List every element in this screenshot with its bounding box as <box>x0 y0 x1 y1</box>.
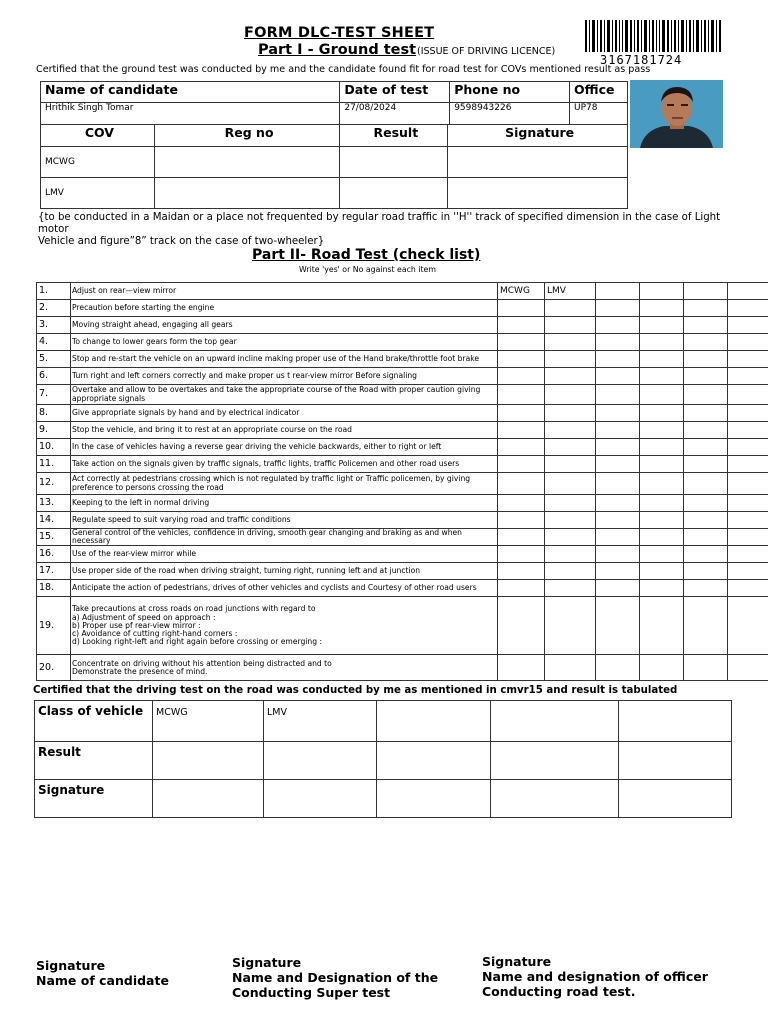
checklist-row <box>37 300 768 317</box>
checklist-row <box>37 351 768 368</box>
barcode-number: 3167181724 <box>600 53 683 67</box>
checklist-answer-cell <box>684 385 728 405</box>
checklist-answer-cell <box>596 439 640 456</box>
checklist-item-text: Act correctly at pedestrians crossing which is not regulated by traffic light or Traffic policemen, by giving preference to persons crossing the road <box>71 473 498 495</box>
checklist-answer-cell <box>545 597 596 655</box>
checklist-answer-cell <box>728 368 768 385</box>
empty-cell <box>619 742 732 780</box>
checklist-answer-cell <box>640 655 684 681</box>
checklist-answer-cell <box>596 405 640 422</box>
checklist-item-text: Keeping to the left in normal driving <box>71 495 498 512</box>
checklist-answer-cell <box>640 334 684 351</box>
checklist-answer-cell <box>498 351 545 368</box>
checklist-answer-cell <box>684 456 728 473</box>
checklist-answer-cell <box>728 473 768 495</box>
checklist-answer-cell <box>545 405 596 422</box>
checklist-answer-cell <box>545 512 596 529</box>
result-cell <box>340 178 448 209</box>
checklist-row <box>37 368 768 385</box>
checklist-answer-cell <box>596 300 640 317</box>
checklist-answer-cell <box>498 473 545 495</box>
empty-cell <box>377 780 491 818</box>
checklist-answer-cell <box>640 597 684 655</box>
checklist-answer-cell <box>728 385 768 405</box>
checklist-answer-cell <box>684 529 728 546</box>
empty-cell <box>153 742 264 780</box>
checklist-answer-cell <box>545 529 596 546</box>
ground-test-table <box>40 124 628 209</box>
checklist-item-number: 16. <box>37 546 71 563</box>
checklist-answer-cell <box>684 473 728 495</box>
checklist-answer-cell <box>684 405 728 422</box>
checklist-item-number: 12. <box>37 473 71 495</box>
checklist-answer-cell <box>640 300 684 317</box>
checklist-answer-cell <box>498 580 545 597</box>
checklist-row <box>37 405 768 422</box>
empty-cell <box>491 701 619 742</box>
road-test-checklist <box>36 282 768 681</box>
checklist-item-text: Take precautions at cross roads on road junctions with regard to a) Adjustment of speed on approach : b) Proper use pf rear-view mirror : c) Avoidance of cutting right-hand corners : d) Looking right-left and right again before crossing or emerging : <box>71 597 498 655</box>
checklist-answer-cell <box>596 317 640 334</box>
checklist-item-number: 1. <box>37 283 71 300</box>
office-code: UP78 <box>570 103 628 125</box>
checklist-answer-cell <box>684 495 728 512</box>
checklist-answer-cell <box>728 580 768 597</box>
checklist-row <box>37 456 768 473</box>
class-of-vehicle-label: Class of vehicle <box>35 701 153 742</box>
checklist-item-number: 20. <box>37 655 71 681</box>
cov-mcwg: MCWG <box>41 147 155 178</box>
checklist-answer-cell <box>640 529 684 546</box>
checklist-item-text: General control of the vehicles, confidence in driving, smooth gear changing and braking as and when necessary <box>71 529 498 546</box>
part2-instruction: Write 'yes' or No against each item <box>299 265 436 274</box>
regno-cell <box>154 147 340 178</box>
empty-cell <box>619 701 732 742</box>
checklist-item-text: Adjust on rear—view mirror <box>71 283 498 300</box>
checklist-item-number: 17. <box>37 563 71 580</box>
checklist-answer-cell <box>498 563 545 580</box>
part1-title: Part I - Ground test <box>258 42 417 58</box>
checklist-answer-cell <box>596 473 640 495</box>
empty-cell <box>491 742 619 780</box>
candidate-table <box>40 81 628 125</box>
checklist-answer-cell <box>640 351 684 368</box>
phone-header: Phone no <box>450 82 570 103</box>
checklist-item-number: 10. <box>37 439 71 456</box>
signature-cell <box>448 147 628 178</box>
checklist-answer-cell <box>545 334 596 351</box>
checklist-answer-cell <box>596 529 640 546</box>
barcode-image <box>585 20 721 52</box>
track-note: {to be conducted in a Maidan or a place not frequented by regular road traffic in ''H'' track of specified dimension in the case of Light motor Vehicle and figure”8” track on the case of two-wheeler} <box>38 212 721 247</box>
checklist-row <box>37 580 768 597</box>
checklist-answer-cell <box>640 546 684 563</box>
checklist-answer-cell <box>728 351 768 368</box>
checklist-answer-cell <box>596 563 640 580</box>
checklist-answer-cell <box>498 317 545 334</box>
checklist-item-number: 9. <box>37 422 71 439</box>
office-header: Office <box>570 82 628 103</box>
checklist-answer-cell <box>545 351 596 368</box>
checklist-answer-cell <box>596 597 640 655</box>
test-date: 27/08/2024 <box>340 103 450 125</box>
checklist-answer-cell <box>498 529 545 546</box>
ground-test-certification: Certified that the ground test was conducted by me and the candidate found fit for road test for COVs mentioned result as pass <box>36 64 651 75</box>
checklist-answer-cell <box>498 546 545 563</box>
checklist-answer-cell <box>498 405 545 422</box>
checklist-answer-cell <box>596 368 640 385</box>
checklist-answer-cell <box>684 439 728 456</box>
checklist-row <box>37 495 768 512</box>
checklist-answer-cell <box>498 512 545 529</box>
signature-cell <box>448 178 628 209</box>
checklist-answer-cell <box>640 473 684 495</box>
empty-cell <box>619 780 732 818</box>
part2-title: Part II- Road Test (check list) <box>252 247 481 263</box>
checklist-answer-cell <box>728 405 768 422</box>
checklist-row <box>37 334 768 351</box>
checklist-answer-cell <box>640 512 684 529</box>
checklist-item-number: 8. <box>37 405 71 422</box>
checklist-answer-cell <box>684 351 728 368</box>
checklist-item-text: Anticipate the action of pedestrians, drives of other vehicles and cyclists and Courtesy of other road users <box>71 580 498 597</box>
empty-cell <box>264 780 377 818</box>
checklist-row <box>37 317 768 334</box>
checklist-item-text: Regulate speed to suit varying road and traffic conditions <box>71 512 498 529</box>
checklist-answer-cell <box>596 580 640 597</box>
checklist-item-number: 15. <box>37 529 71 546</box>
checklist-answer-cell <box>728 563 768 580</box>
regno-cell <box>154 178 340 209</box>
checklist-row <box>37 283 768 300</box>
candidate-signature-label: Signature <box>36 958 106 973</box>
date-header: Date of test <box>340 82 450 103</box>
checklist-answer-cell <box>498 597 545 655</box>
checklist-answer-cell <box>498 422 545 439</box>
checklist-item-text: Use of the rear-view mirror while <box>71 546 498 563</box>
checklist-answer-cell <box>728 283 768 300</box>
class-lmv: LMV <box>264 701 377 742</box>
checklist-answer-cell <box>596 456 640 473</box>
checklist-answer-cell <box>498 385 545 405</box>
officer-signature-label: Signature <box>482 954 552 969</box>
checklist-answer-cell <box>640 405 684 422</box>
candidate-photo <box>630 80 723 148</box>
checklist-answer-cell <box>596 283 640 300</box>
checklist-row <box>37 385 768 405</box>
checklist-answer-cell <box>728 597 768 655</box>
checklist-answer-cell <box>684 597 728 655</box>
checklist-answer-cell <box>684 546 728 563</box>
name-header: Name of candidate <box>41 82 340 103</box>
checklist-answer-cell <box>684 512 728 529</box>
checklist-answer-cell <box>545 546 596 563</box>
checklist-answer-cell <box>728 655 768 681</box>
checklist-answer-cell <box>728 495 768 512</box>
checklist-item-text: In the case of vehicles having a reverse gear driving the vehicle backwards, either to right or left <box>71 439 498 456</box>
checklist-answer-cell <box>728 546 768 563</box>
checklist-item-number: 13. <box>37 495 71 512</box>
checklist-row <box>37 546 768 563</box>
result-header: Result <box>340 125 448 147</box>
checklist-answer-cell <box>640 317 684 334</box>
checklist-item-text: Use proper side of the road when driving straight, turning right, running left and at junction <box>71 563 498 580</box>
checklist-answer-cell <box>596 334 640 351</box>
checklist-answer-cell <box>640 283 684 300</box>
checklist-answer-cell <box>684 334 728 351</box>
checklist-answer-cell <box>498 655 545 681</box>
checklist-item-number: 4. <box>37 334 71 351</box>
checklist-answer-cell <box>596 422 640 439</box>
checklist-answer-cell <box>684 317 728 334</box>
checklist-answer-cell <box>596 512 640 529</box>
checklist-answer-cell <box>728 422 768 439</box>
checklist-answer-cell <box>545 456 596 473</box>
checklist-answer-cell <box>545 495 596 512</box>
empty-cell <box>377 742 491 780</box>
checklist-answer-cell <box>545 385 596 405</box>
checklist-answer-cell <box>728 317 768 334</box>
checklist-answer-cell <box>640 580 684 597</box>
checklist-answer-cell <box>728 439 768 456</box>
checklist-item-text: Overtake and allow to be overtakes and take the appropriate course of the Road with proper caution giving appropriate signals <box>71 385 498 405</box>
checklist-answer-cell <box>728 300 768 317</box>
checklist-answer-cell <box>640 495 684 512</box>
empty-cell <box>264 742 377 780</box>
checklist-answer-cell <box>545 422 596 439</box>
super-signature-label: Signature <box>232 955 302 970</box>
checklist-answer-cell <box>498 456 545 473</box>
checklist-answer-cell <box>684 580 728 597</box>
regno-header: Reg no <box>154 125 340 147</box>
checklist-answer-cell <box>545 368 596 385</box>
checklist-answer-cell <box>684 368 728 385</box>
checklist-answer-cell <box>684 563 728 580</box>
checklist-answer-cell <box>596 385 640 405</box>
empty-cell <box>377 701 491 742</box>
checklist-row <box>37 473 768 495</box>
checklist-row <box>37 439 768 456</box>
issue-note: (ISSUE OF DRIVING LICENCE) <box>417 46 556 57</box>
checklist-item-text: To change to lower gears form the top gear <box>71 334 498 351</box>
officer-conducting-label: Conducting road test. <box>482 984 636 999</box>
checklist-answer-cell <box>545 473 596 495</box>
checklist-item-number: 3. <box>37 317 71 334</box>
result-table <box>34 700 732 818</box>
checklist-item-text: Turn right and left corners correctly and make proper us t rear-view mirror Before signaling <box>71 368 498 385</box>
checklist-answer-cell <box>640 422 684 439</box>
checklist-answer-cell <box>684 283 728 300</box>
checklist-item-text: Moving straight ahead, engaging all gears <box>71 317 498 334</box>
checklist-row <box>37 597 768 655</box>
checklist-item-text: Stop the vehicle, and bring it to rest at an appropriate course on the road <box>71 422 498 439</box>
checklist-item-number: 5. <box>37 351 71 368</box>
checklist-answer-cell <box>684 655 728 681</box>
checklist-answer-cell <box>545 300 596 317</box>
checklist-item-text: Concentrate on driving without his attention being distracted and to Demonstrate the presence of mind. <box>71 655 498 681</box>
checklist-answer-cell <box>545 317 596 334</box>
candidate-name: Hrithik Singh Tomar <box>41 103 340 125</box>
form-title: FORM DLC-TEST SHEET <box>244 25 435 41</box>
mcwg-column-header: MCWG <box>498 283 545 300</box>
super-designation-label: Name and Designation of the <box>232 970 439 985</box>
checklist-item-number: 11. <box>37 456 71 473</box>
road-test-certification: Certified that the driving test on the road was conducted by me as mentioned in cmvr15 and result is tabulated <box>33 685 678 696</box>
checklist-row <box>37 563 768 580</box>
checklist-answer-cell <box>498 368 545 385</box>
checklist-answer-cell <box>684 300 728 317</box>
super-conducting-label: Conducting Super test <box>232 985 391 1000</box>
checklist-answer-cell <box>640 563 684 580</box>
checklist-answer-cell <box>498 495 545 512</box>
candidate-signature-block <box>36 958 169 988</box>
checklist-answer-cell <box>640 439 684 456</box>
checklist-answer-cell <box>684 422 728 439</box>
checklist-item-text: Precaution before starting the engine <box>71 300 498 317</box>
result-label: Result <box>35 742 153 780</box>
class-mcwg: MCWG <box>153 701 264 742</box>
checklist-answer-cell <box>498 334 545 351</box>
checklist-item-text: Take action on the signals given by traffic signals, traffic lights, traffic Policemen and other road users <box>71 456 498 473</box>
checklist-item-number: 2. <box>37 300 71 317</box>
checklist-item-text: Give appropriate signals by hand and by electrical indicator <box>71 405 498 422</box>
cov-lmv: LMV <box>41 178 155 209</box>
officer-signature-block <box>482 954 708 999</box>
candidate-name-label: Name of candidate <box>36 973 169 988</box>
checklist-answer-cell <box>728 456 768 473</box>
checklist-item-number: 18. <box>37 580 71 597</box>
checklist-row <box>37 529 768 546</box>
checklist-answer-cell <box>498 439 545 456</box>
checklist-answer-cell <box>545 439 596 456</box>
checklist-item-number: 7. <box>37 385 71 405</box>
checklist-answer-cell <box>640 456 684 473</box>
phone-number: 9598943226 <box>450 103 570 125</box>
checklist-row <box>37 422 768 439</box>
signature-label: Signature <box>35 780 153 818</box>
super-test-signature-block <box>232 955 438 1000</box>
result-cell <box>340 147 448 178</box>
empty-cell <box>491 780 619 818</box>
checklist-answer-cell <box>640 368 684 385</box>
checklist-row <box>37 655 768 681</box>
checklist-item-text: Stop and re-start the vehicle on an upward incline making proper use of the Hand brake/throttle foot brake <box>71 351 498 368</box>
officer-designation-label: Name and designation of officer <box>482 969 708 984</box>
cov-header: COV <box>41 125 155 147</box>
checklist-answer-cell <box>545 580 596 597</box>
checklist-answer-cell <box>728 334 768 351</box>
checklist-answer-cell <box>596 546 640 563</box>
checklist-answer-cell <box>498 300 545 317</box>
checklist-item-number: 19. <box>37 597 71 655</box>
checklist-answer-cell <box>728 529 768 546</box>
checklist-answer-cell <box>545 655 596 681</box>
checklist-answer-cell <box>545 563 596 580</box>
empty-cell <box>153 780 264 818</box>
checklist-answer-cell <box>596 351 640 368</box>
checklist-item-number: 14. <box>37 512 71 529</box>
checklist-item-number: 6. <box>37 368 71 385</box>
checklist-answer-cell <box>728 512 768 529</box>
lmv-column-header: LMV <box>545 283 596 300</box>
checklist-answer-cell <box>596 655 640 681</box>
checklist-answer-cell <box>640 385 684 405</box>
checklist-answer-cell <box>596 495 640 512</box>
signature-header: Signature <box>448 125 628 147</box>
checklist-row <box>37 512 768 529</box>
